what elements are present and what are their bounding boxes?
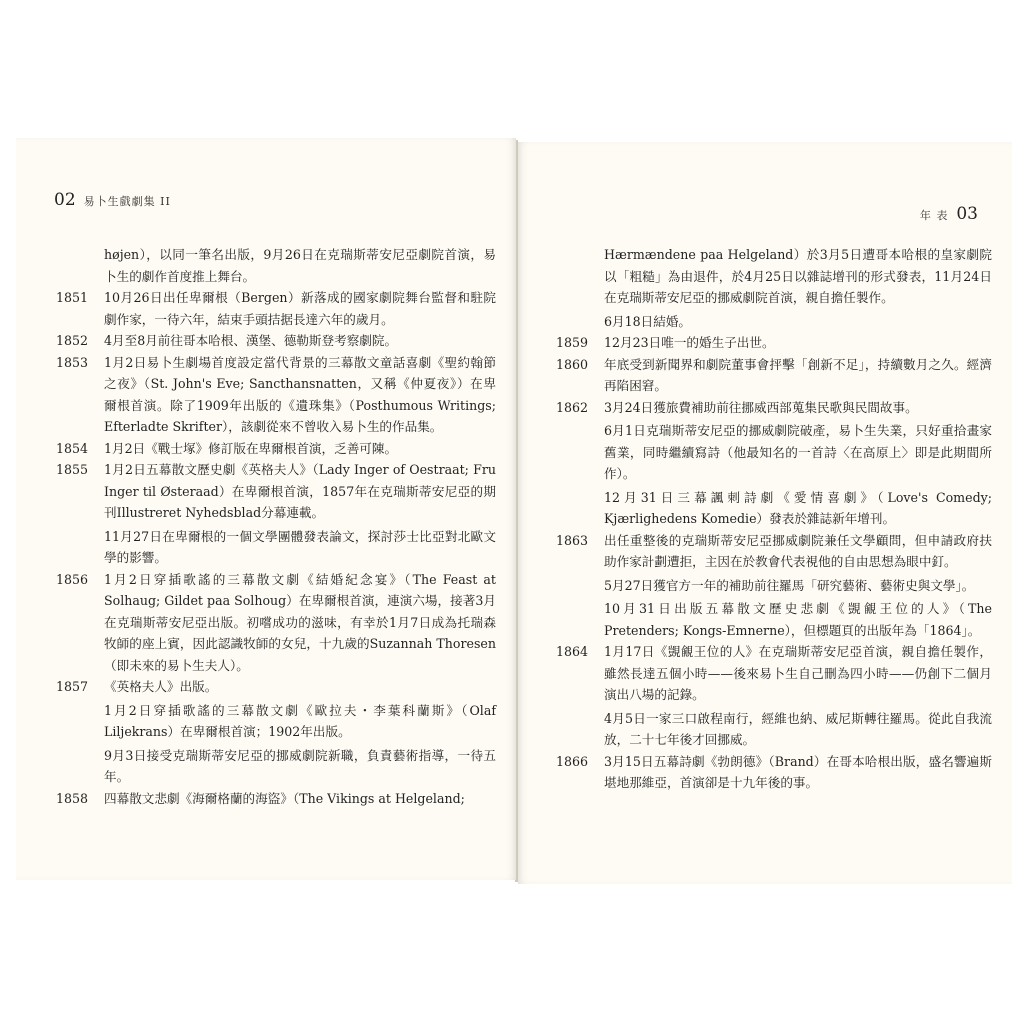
chronology-entry — [56, 330, 496, 352]
entry-year: 1866 — [556, 753, 589, 769]
entry-text: 1月2日易卜生劇場首度設定當代背景的三幕散文童話喜劇《聖約翰節之夜》（St. John's Eve; Sancthansnatten，又稱《仲夏夜》）在卑爾根首演。除了1909年出版的《遺珠集》（Posthumous Writings; Efterladte Skrifter），該劇從來不曾收入易卜生的作品集。 — [104, 354, 496, 434]
left-running-head — [54, 190, 171, 210]
entry-text: 4月至8月前往哥本哈根、漢堡、德勒斯登考察劇院。 — [104, 333, 398, 348]
entry-text: 1月2日五幕散文歷史劇《英格夫人》（Lady Inger of Oestraat; Fru Inger til Østeraad）在卑爾根首演，1857年在克瑞斯蒂安尼亞的期刊Illustreret Nyhedsblad分幕連載。 — [104, 462, 496, 520]
entry-text: 《英格夫人》出版。 — [104, 679, 218, 694]
entry-year: 1857 — [56, 679, 89, 694]
chronology-entry — [556, 397, 992, 530]
entry-text: 9月3日接受克瑞斯蒂安尼亞的挪威劇院新職，負責藝術指導，一待五年。 — [104, 747, 496, 784]
entry-year: 1854 — [56, 440, 89, 456]
continuation-paragraph: højen），以同一筆名出版，9月26日在克瑞斯蒂安尼亞劇院首演，易卜生的劇作首度推上舞台。 — [104, 247, 496, 284]
left-folio: 02 — [54, 190, 76, 210]
entry-text: 四幕散文悲劇《海爾格蘭的海盜》（The Vikings at Helgeland; — [104, 790, 465, 806]
entry-text: 11月27日在卑爾根的一個文學團體發表論文，探討莎士比亞對北歐文學的影響。 — [104, 528, 496, 565]
entry-text: 年底受到新聞界和劇院董事會抨擊「創新不足」，持續數月之久。經濟再陷困窘。 — [604, 356, 992, 393]
chronology-entry — [56, 569, 496, 677]
entry-text: 12月23日唯一的婚生子出世。 — [604, 335, 775, 350]
entry-year: 1858 — [56, 790, 89, 806]
continuation-paragraph: Hærmændene paa Helgeland）於3月5日遭哥本哈根的皇家劇院以「粗糙」為由退件，於4月25日以雜誌增刊的形式發表，11月24日在克瑞斯蒂安尼亞的挪威劇院首演，親自擔任製作。 — [604, 247, 992, 305]
entry-text: 6月1日克瑞斯蒂安尼亞的挪威劇院破產，易卜生失業，只好重拾畫家舊業，同時繼續寫詩（他最知名的一首詩〈在高原上〉即是此期間所作）。 — [604, 423, 992, 481]
right-chronology — [556, 244, 992, 794]
chronology-entry — [56, 788, 496, 810]
entry-text: 10月31日出版五幕散文歷史悲劇《覬覦王位的人》（The Pretenders; Kongs-Emnerne），但標題頁的出版年為「1864」。 — [604, 601, 992, 638]
entry-year: 1855 — [56, 462, 89, 477]
chronology-entry — [56, 676, 496, 788]
left-chronology — [56, 244, 496, 809]
entry-text: 3月15日五幕詩劇《勃朗德》（Brand）在哥本哈根出版，盛名響遍斯堪地那維亞，首演卻是十九年後的事。 — [604, 753, 992, 790]
entry-year: 1862 — [556, 399, 589, 415]
chronology-entry — [556, 332, 992, 354]
chronology-entry — [556, 641, 992, 751]
entry-year: 1853 — [56, 354, 89, 370]
entry-text: 1月2日穿插歌謠的三幕散文劇《結婚紀念宴》（The Feast at Solhaug; Gildet paa Solhoug）在卑爾根首演，連演六場，接著3月在克瑞斯蒂安尼亞出版。初嚐成功的滋味，有幸於1月7日成為托瑞森牧師的座上賓，因此認識牧師的女兒，十九歲的Suzannah Thoresen（即未來的易卜生夫人）。 — [104, 571, 496, 673]
entry-text: 1月17日《覬覦王位的人》在克瑞斯蒂安尼亞首演，親自擔任製作，雖然長達五個小時——後來易卜生自己刪為四小時——仍創下二個月演出八場的記錄。 — [604, 644, 992, 702]
entry-text: 10月26日出任卑爾根（Bergen）新落成的國家劇院舞台監督和駐院劇作家，一待六年，結束手頭拮据長達六年的歲月。 — [104, 290, 496, 327]
left-page — [16, 138, 516, 880]
chronology-entry — [56, 438, 496, 460]
entry-year: 1859 — [556, 335, 589, 350]
right-folio: 03 — [956, 204, 978, 224]
entry-year: 1860 — [556, 356, 589, 372]
entry-text: 1月2日穿插歌謠的三幕散文劇《歐拉夫・李葉科蘭斯》（Olaf Liljekrans）在卑爾根首演；1902年出版。 — [104, 702, 496, 739]
chronology-entry — [556, 530, 992, 642]
entry-text: 3月24日獲旅費補助前往挪威西部蒐集民歌與民間故事。 — [604, 399, 918, 415]
chronology-entry — [56, 352, 496, 438]
entry-year: 1863 — [556, 532, 589, 548]
entry-text: 1月2日《戰士塚》修訂版在卑爾根首演，乏善可陳。 — [104, 440, 398, 456]
chronology-entry — [556, 751, 992, 794]
entry-text: 12月31日三幕諷刺詩劇《愛情喜劇》（Love's Comedy; Kjærlighedens Komedie）發表於雜誌新年增刊。 — [604, 489, 992, 526]
chronology-entry — [56, 459, 496, 569]
left-book-title: 易卜生戲劇集 II — [83, 195, 171, 208]
right-running-head — [920, 204, 978, 224]
continuation-paragraph: 6月18日結婚。 — [604, 313, 692, 329]
entry-text: 4月5日一家三口啟程南行，經維也納、威尼斯轉往羅馬。從此自我流放，二十七年後才回挪威。 — [604, 710, 992, 747]
chronology-entry — [556, 354, 992, 397]
entry-year: 1856 — [56, 571, 89, 587]
right-page — [518, 142, 1012, 884]
right-section-title: 年 表 — [919, 209, 949, 222]
chronology-entry — [56, 287, 496, 330]
entry-year: 1852 — [56, 333, 89, 348]
entry-year: 1851 — [56, 290, 89, 305]
entry-text: 出任重整後的克瑞斯蒂安尼亞挪威劇院兼任文學顧問，但申請政府扶助作家計劃遭拒，主因在於教會代表視他的自由思想為眼中釘。 — [604, 532, 992, 569]
entry-text: 5月27日獲官方一年的補助前往羅馬「研究藝術、藝術史與文學」。 — [604, 577, 975, 593]
entry-year: 1864 — [556, 644, 589, 659]
